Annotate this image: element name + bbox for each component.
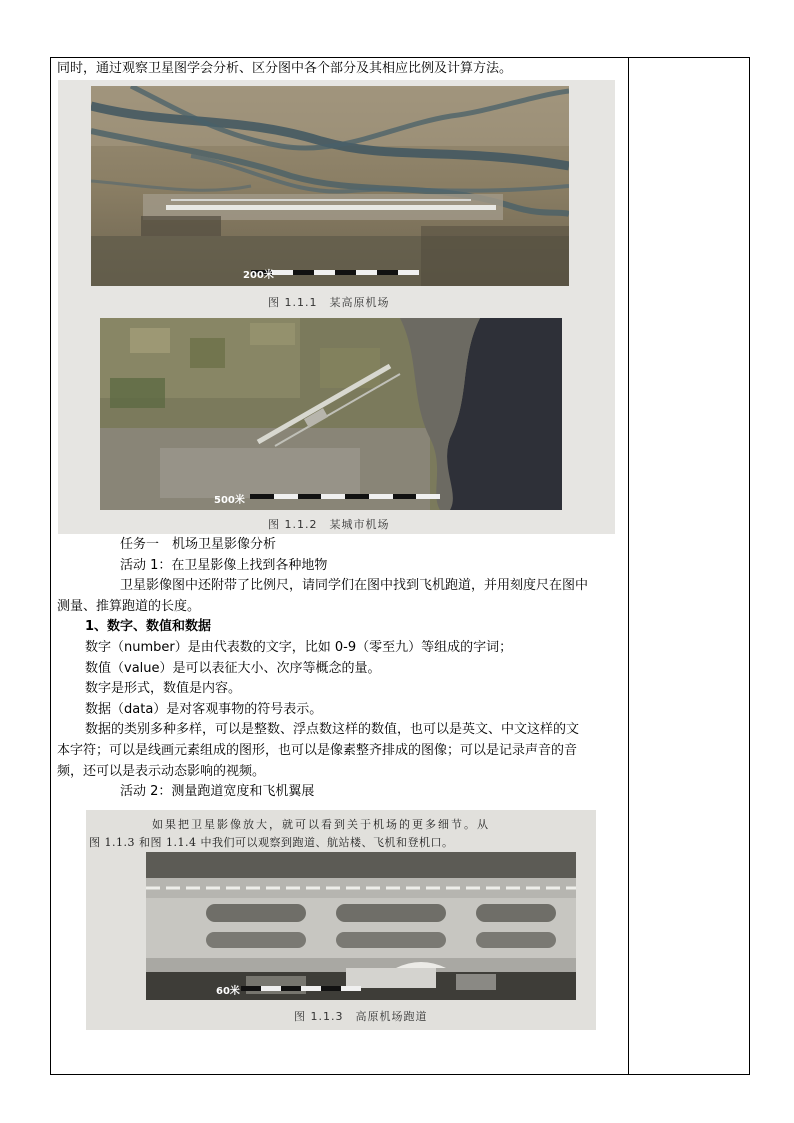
activity-1-text: 卫星影像图中还附带了比例尺，请同学们在图中找到飞机跑道，并用刻度尺在图中 [120, 578, 589, 594]
figure-3-caption: 图 1.1.3 高原机场跑道 [294, 1010, 428, 1023]
scale-label: 500米 [214, 495, 245, 506]
column-divider [628, 58, 629, 1074]
definition-value: 数值（value）是可以表征大小、次序等概念的量。 [85, 660, 381, 676]
city-airport-satellite-image [100, 318, 562, 510]
scale-bar [241, 986, 361, 991]
figure-1-paper [58, 80, 615, 312]
scale-label: 60米 [216, 986, 240, 997]
book-text-line-2: 图 1.1.3 和图 1.1.4 中我们可以观察到跑道、航站楼、飞机和登机口。 [89, 836, 454, 849]
intro-line: 同时，通过观察卫星图学会分析、区分图中各个部分及其相应比例及计算方法。 [57, 61, 513, 76]
book-text-line-1: 如果把卫星影像放大，就可以看到关于机场的更多细节。从 [152, 818, 490, 831]
figure-2-caption: 图 1.1.2 某城市机场 [268, 518, 390, 531]
scale-bar [251, 270, 419, 275]
data-types-text-cont: 本字符；可以是线画元素组成的图形，也可以是像素整齐排成的图像；可以是记录声音的音 [57, 742, 578, 758]
figure-3-paper [86, 810, 596, 1030]
figure-2-paper [58, 312, 615, 534]
data-types-text: 数据的类别多种多样，可以是整数、浮点数这样的数值，也可以是英文、中文这样的文 [85, 722, 580, 738]
form-content: 数字是形式，数值是内容。 [85, 681, 242, 697]
definition-data: 数据（data）是对客观事物的符号表示。 [85, 701, 323, 717]
plateau-airport-satellite-image [91, 86, 569, 286]
lesson-table [50, 57, 750, 1075]
activity-1-title: 活动 1：在卫星影像上找到各种地物 [120, 557, 328, 573]
data-types-text-end: 频，还可以是表示动态影响的视频。 [57, 763, 266, 779]
figure-1-caption: 图 1.1.1 某高原机场 [268, 296, 390, 309]
activity-2-title: 活动 2：测量跑道宽度和飞机翼展 [120, 784, 315, 800]
section-heading: 1、数字、数值和数据 [85, 619, 212, 635]
body-text [57, 535, 623, 803]
definition-number: 数字（number）是由代表数的文字，比如 0-9（零至九）等组成的字词； [85, 639, 513, 655]
activity-1-text-cont: 测量、推算跑道的长度。 [57, 598, 201, 614]
content-cell [57, 58, 623, 80]
scale-bar [250, 494, 440, 499]
scale-label: 200米 [243, 270, 274, 281]
plateau-runway-satellite-image [146, 852, 576, 1000]
task-title: 任务一 机场卫星影像分析 [120, 537, 277, 552]
